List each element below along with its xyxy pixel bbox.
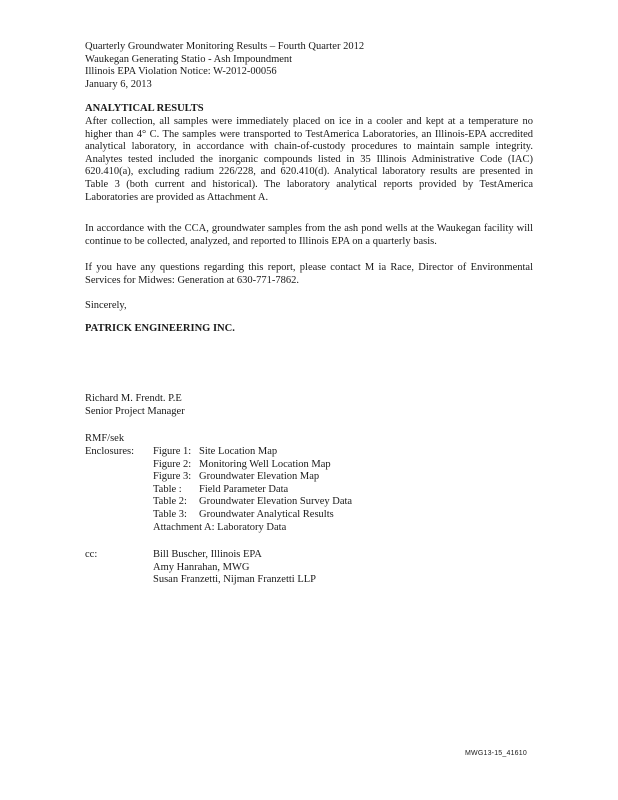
enclosure-item: Table 2: Groundwater Elevation Survey Data	[153, 496, 353, 508]
letter-header	[85, 41, 364, 91]
signature-block	[85, 393, 185, 418]
closing: Sincerely,	[85, 300, 127, 311]
company-name: PATRICK ENGINEERING INC.	[85, 323, 235, 334]
signatory-title: Senior Project Manager	[85, 405, 185, 417]
enclosure-item: Table : Field Parameter Data	[153, 483, 289, 495]
header-line: Waukegan Generating Statio - Ash Impoundment	[85, 53, 293, 65]
section-title: ANALYTICAL RESULTS	[85, 103, 204, 114]
cc-recipient: Amy Hanrahan, MWG	[153, 561, 250, 573]
paragraph-cca: In accordance with the CCA, groundwater samples from the ash pond wells at the Waukegan facility will continue to be collected, analyzed, and reported to Illinois EPA on a quarterly basis.	[85, 223, 533, 247]
paragraph-analytical: After collection, all samples were immediately placed on ice in a cooler and kept at a temperature no higher than 4° C. The samples were transported to TestAmerica Laboratories, an Illinois-EPA accredited analytical laboratory, in accordance with chain-of-custody procedures to maintain sample integrity. Analytes tested included the inorganic compounds listed in 35 Illinois Administrative Code (IAC) 620.410(a), excluding radium 226/228, and 620.410(d). Analytical laboratory results are presented in Table 3 (both current and historical). The laboratory analytical reports provided by TestAmerica Laboratories are provided as Attachment A.	[85, 116, 533, 203]
enclosure-item: Figure 2: Monitoring Well Location Map	[153, 458, 331, 470]
enclosures-list	[153, 446, 352, 534]
initials: RMF/sek	[85, 433, 125, 444]
cc-block	[85, 549, 316, 587]
enclosure-item: Attachment A: Laboratory Data	[153, 521, 287, 533]
header-line: Illinois EPA Violation Notice: W-2012-00056	[85, 66, 277, 78]
cc-label: cc:	[85, 549, 98, 560]
document-id: MWG13-15_41610	[465, 750, 527, 757]
signatory-name: Richard M. Frendt. P.E	[85, 393, 182, 404]
enclosure-item: Figure 1: Site Location Map	[153, 446, 278, 457]
cc-list	[153, 549, 316, 587]
header-date: January 6, 2013	[85, 78, 152, 90]
enclosures-label: Enclosures:	[85, 446, 134, 457]
cc-recipient: Susan Franzetti, Nijman Franzetti LLP	[153, 574, 317, 586]
paragraph-contact: If you have any questions regarding this report, please contact M ia Race, Director of Environmental Services for Midwes: Generation at 630-771-7862.	[85, 262, 533, 286]
enclosures	[85, 446, 352, 534]
enclosure-item: Table 3: Groundwater Analytical Results	[153, 508, 334, 520]
header-line: Quarterly Groundwater Monitoring Results – Fourth Quarter 2012	[85, 41, 365, 52]
enclosure-item: Figure 3: Groundwater Elevation Map	[153, 471, 320, 483]
cc-recipient: Bill Buscher, Illinois EPA	[153, 549, 262, 560]
